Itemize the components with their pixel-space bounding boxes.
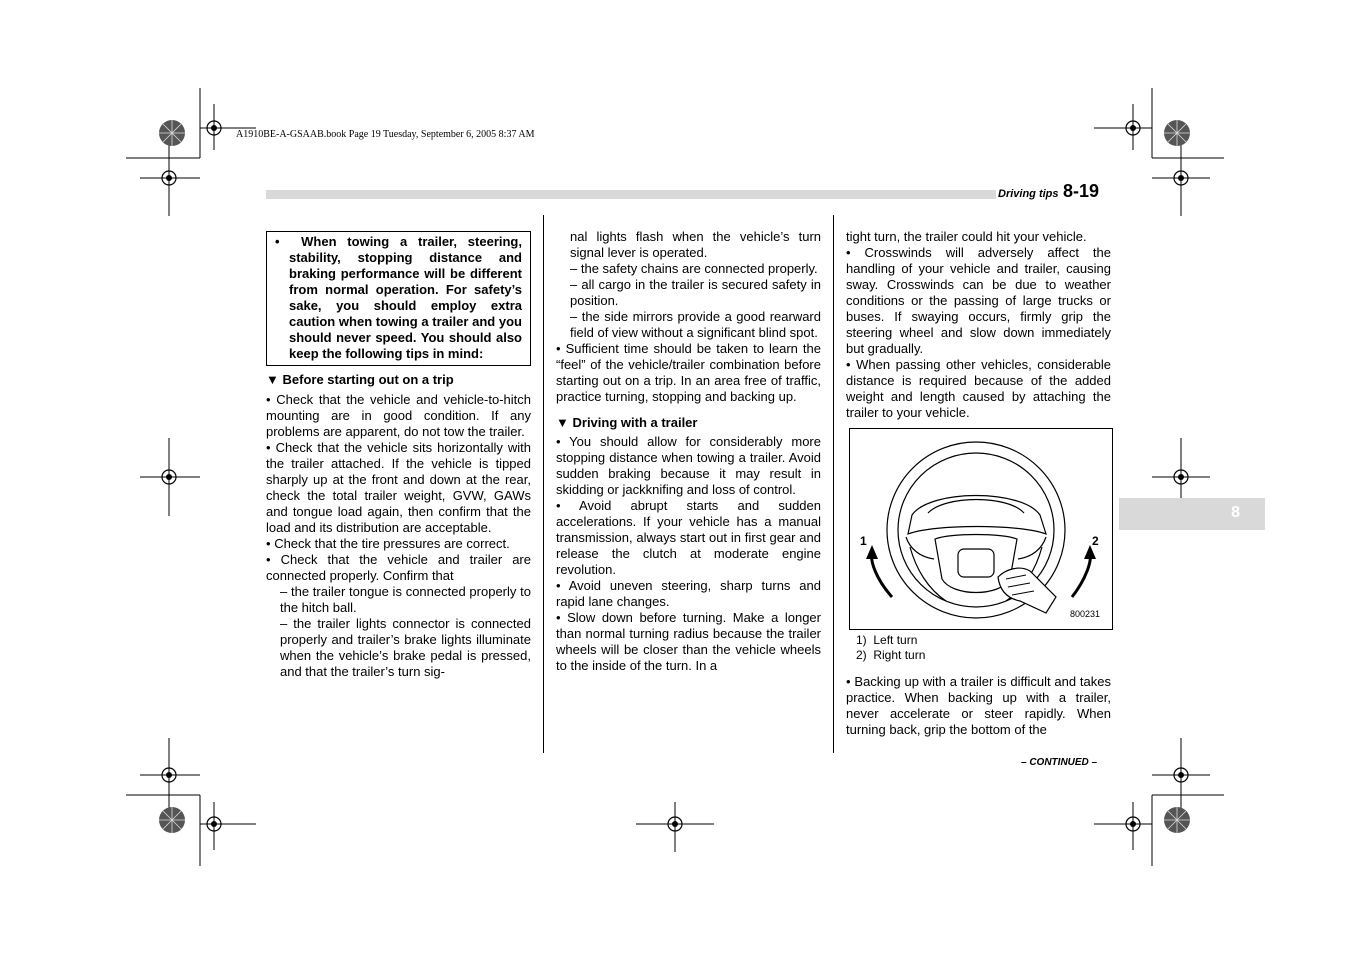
paragraph: • Check that the tire pressures are correct. [266,536,510,551]
warning-text: • When towing a trailer, steering, stability, stopping distance and braking performance will be different from normal operation. For safety’s sake, you should employ extra caution when towing a trailer and you should never speed. You should also keep the following tips in mind: [275,234,522,361]
column-divider [833,215,834,753]
paragraph: • Check that the vehicle sits horizontally with the trailer attached. If the vehicle is tipped sharply up at the front and down at the rear, check the total trailer weight, GVW, GAWs and tongue load again, then confirm that the load and its distribution are acceptable. [266,440,531,535]
dash-item: – the trailer lights connector is connected properly and trailer’s brake lights illuminate when the vehicle’s brake pedal is pressed, and that the trailer’s turn sig- [280,616,531,679]
column-3-bottom [846,674,1111,738]
dash-item: nal lights flash when the vehicle’s turn signal lever is operated. [570,229,821,260]
print-info-line: A1910BE-A-GSAAB.book Page 19 Tuesday, September 6, 2005 8:37 AM [236,129,535,140]
dash-item: – the trailer tongue is connected properly to the hitch ball. [280,584,531,615]
column-divider [543,215,544,753]
steering-wheel-figure [849,428,1113,630]
figure-label-right: 2 [1092,534,1099,548]
paragraph: • You should allow for considerably more stopping distance when towing a trailer. Avoid sudden braking because it may result in skidding or jackknifing and loss of control. [556,434,821,497]
figure-code: 800231 [1070,609,1101,619]
legend-item: 1) Left turn [856,633,918,647]
section-title: Driving tips [998,188,1059,200]
column-2 [556,229,821,674]
page-header [998,181,1099,202]
paragraph: • Backing up with a trailer is difficult and takes practice. When backing up with a trailer, never accelerate or steer rapidly. When turning back, grip the bottom of the [846,674,1111,737]
column-1 [266,231,531,680]
paragraph: • Sufficient time should be taken to learn the “feel” of the vehicle/trailer combination before starting out on a trip. In an area free of traffic, practice turning, stopping and backing up. [556,341,821,404]
paragraph: • When passing other vehicles, considerable distance is required because of the added weight and length caused by attaching the trailer to your vehicle. [846,357,1111,420]
paragraph: • Check that the vehicle and vehicle-to-hitch mounting are in good condition. If any problems are apparent, do not tow the trailer. [266,392,531,439]
steering-wheel-illustration [850,429,1112,629]
section-heading: ▼ Before starting out on a trip [266,372,454,387]
dash-item: – the side mirrors provide a good rearward field of view without a significant blind spot. [570,309,821,340]
section-heading: ▼ Driving with a trailer [556,415,698,430]
dash-item: – the safety chains are connected properly. [570,261,818,276]
paragraph: • Avoid uneven steering, sharp turns and rapid lane changes. [556,578,821,609]
continued-note: – CONTINUED – [1021,757,1098,768]
column-3 [846,229,1111,421]
header-bar [266,190,996,199]
paragraph: • Check that the vehicle and trailer are connected properly. Confirm that [266,552,531,583]
figure-legend [856,633,925,663]
page-number: 8-19 [1062,181,1099,201]
figure-label-left: 1 [860,534,867,548]
dash-item: – all cargo in the trailer is secured safety in position. [570,277,821,308]
warning-box [266,231,531,366]
chapter-tab-number: 8 [1231,504,1240,521]
paragraph: • Crosswinds will adversely affect the handling of your vehicle and trailer, causing sway. Crosswinds can be due to weather conditions or the passing of large trucks or buses. If swaying occurs, firmly grip the steering wheel and slow down immediately but gradually. [846,245,1111,356]
chapter-tab [1119,498,1265,530]
legend-item: 2) Right turn [856,648,926,662]
paragraph: • Avoid abrupt starts and sudden accelerations. If your vehicle has a manual transmission, always start out in first gear and release the clutch at moderate engine revolution. [556,498,821,577]
paragraph: • Slow down before turning. Make a longer than normal turning radius because the trailer wheels will be closer than the vehicle wheels to the inside of the turn. In a [556,610,821,673]
paragraph: tight turn, the trailer could hit your vehicle. [846,229,1087,244]
